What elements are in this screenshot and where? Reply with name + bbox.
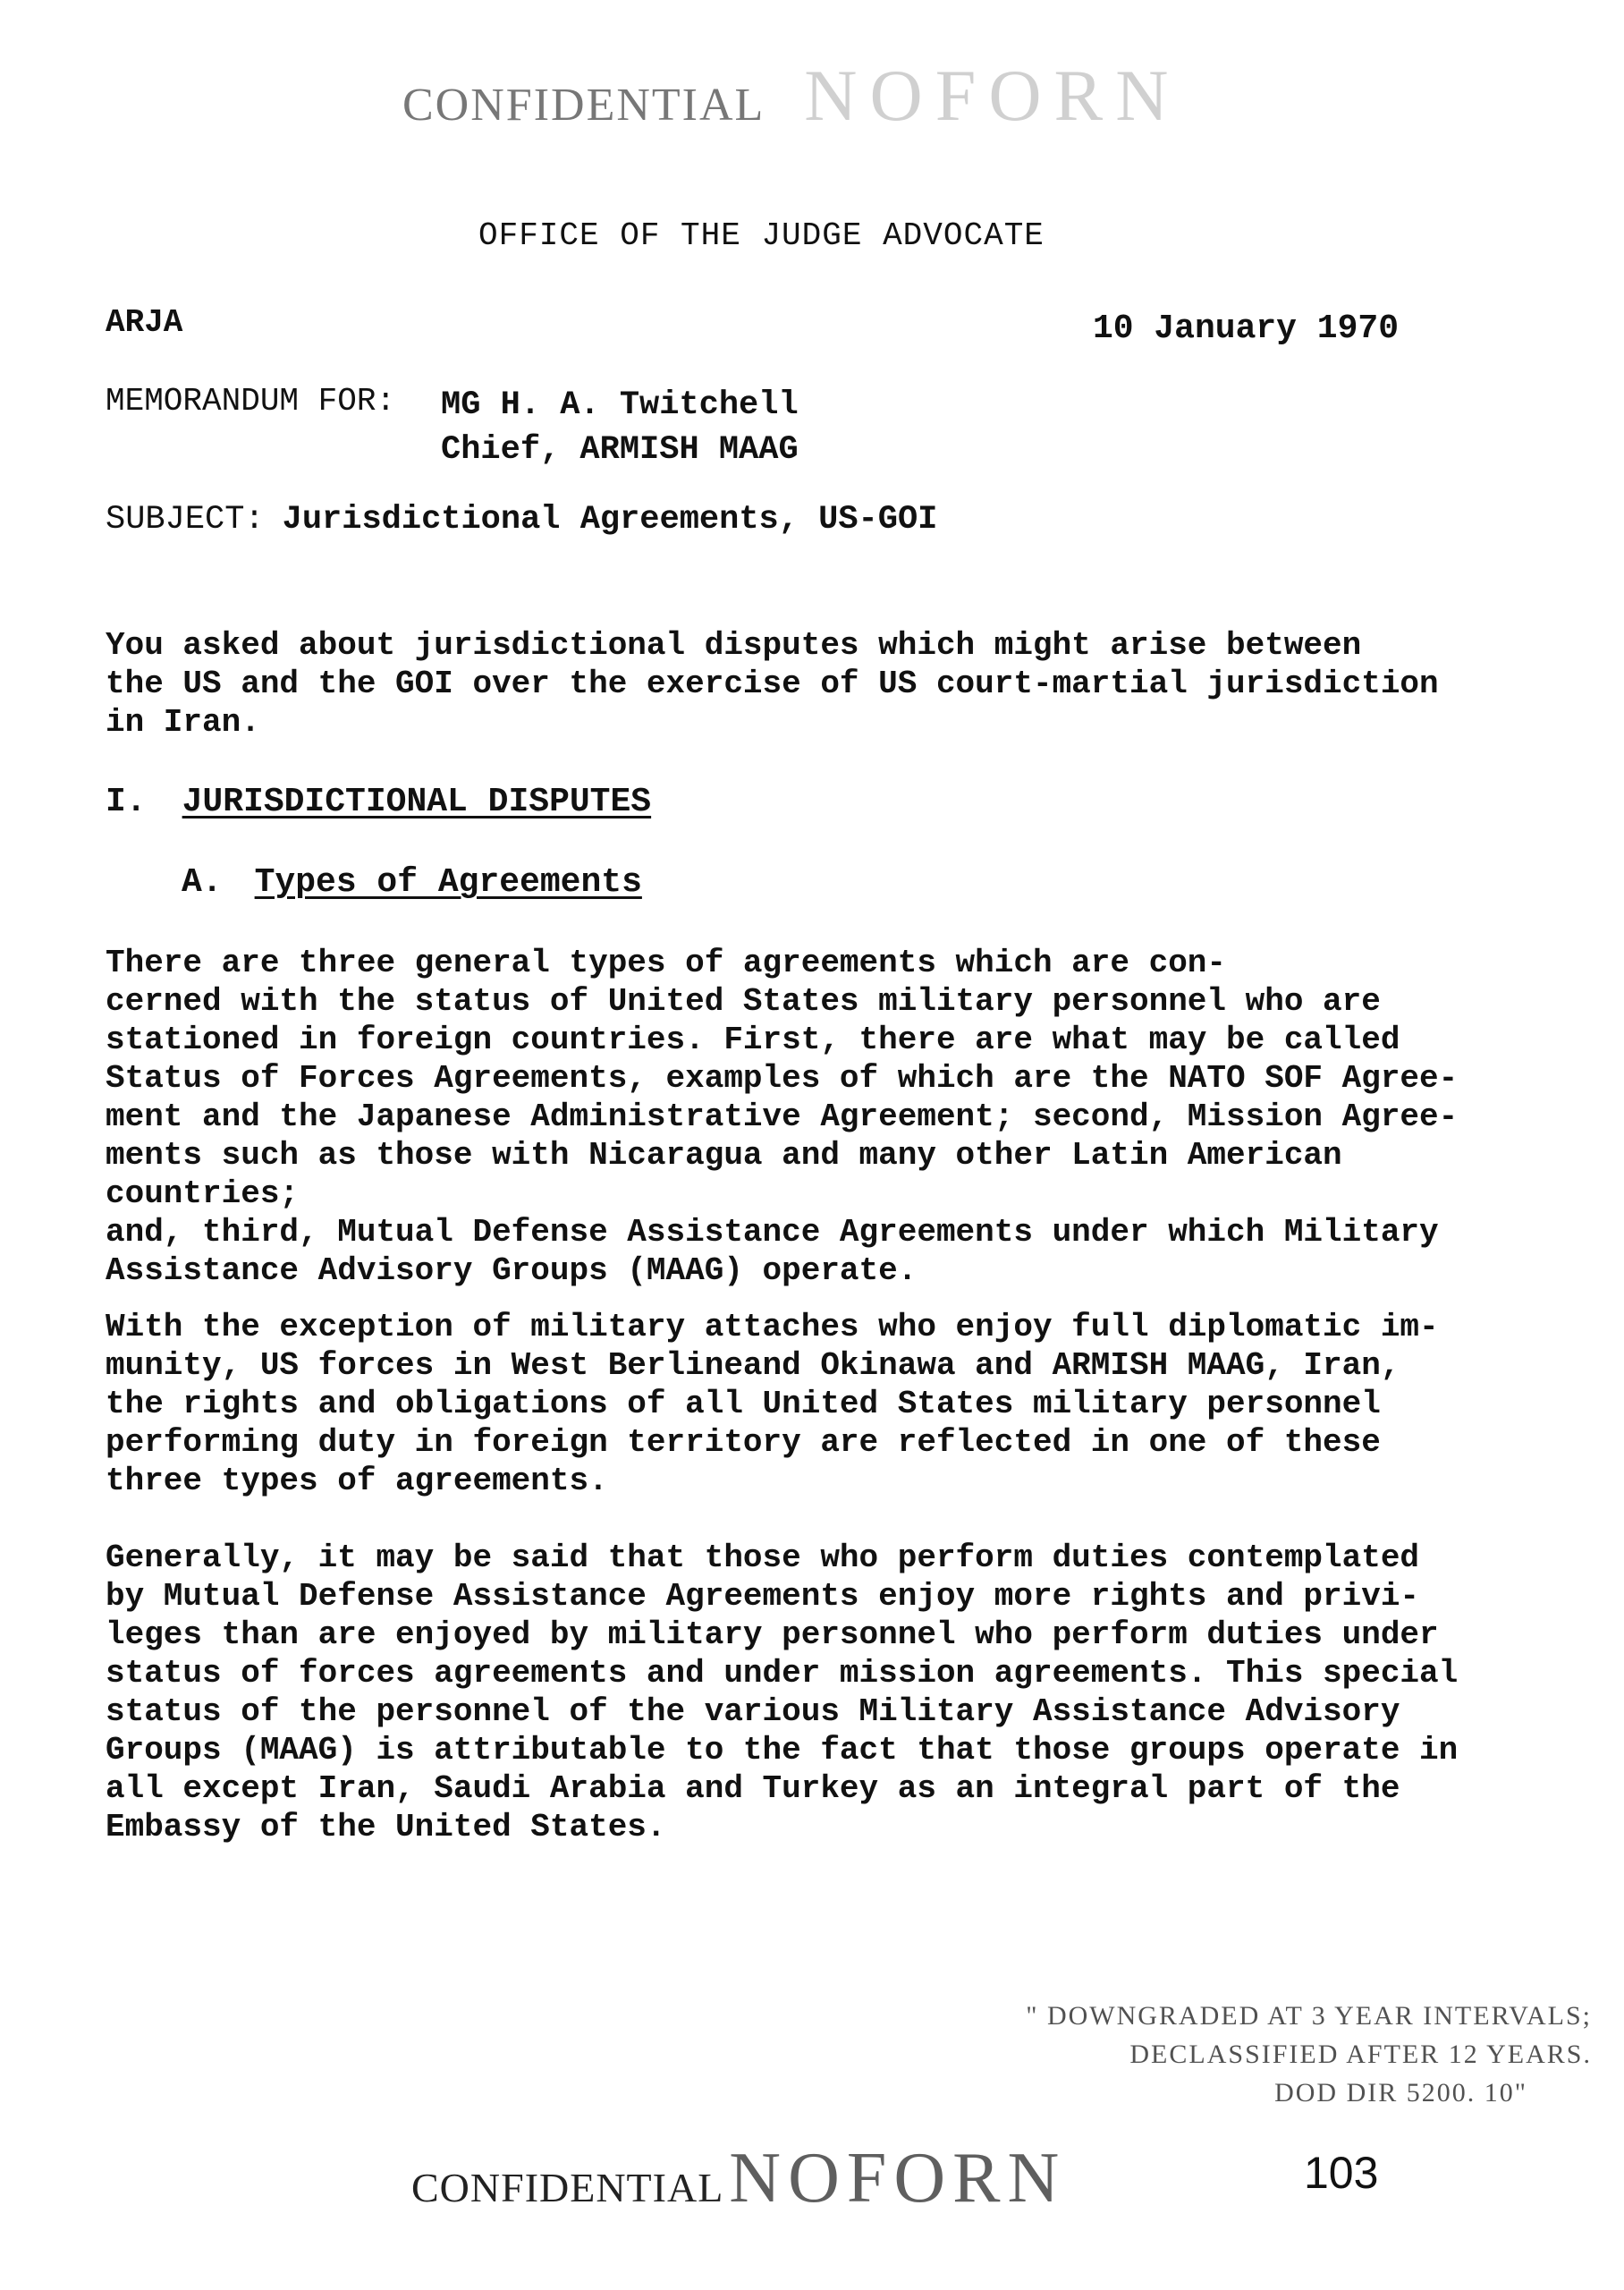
subsection-title: Types of Agreements bbox=[254, 863, 642, 902]
declassify-line: DECLASSIFIED AFTER 12 YEARS. bbox=[1129, 2040, 1592, 2069]
section-heading-i bbox=[106, 783, 651, 821]
recipient-title: Chief, ARMISH MAAG bbox=[441, 431, 799, 469]
bottom-noforn-stamp: NOFORN bbox=[729, 2139, 1067, 2218]
section-number: I. bbox=[106, 783, 147, 821]
recipient-name: MG H. A. Twitchell bbox=[441, 386, 799, 424]
subject-line bbox=[106, 501, 937, 539]
top-confidential-stamp: CONFIDENTIAL bbox=[402, 80, 765, 131]
section-title: JURISDICTIONAL DISPUTES bbox=[182, 783, 652, 821]
bottom-confidential-stamp: CONFIDENTIAL bbox=[411, 2165, 724, 2210]
confidential-noforn-stamp-top bbox=[402, 54, 1180, 138]
paragraph-agreement-types: There are three general types of agreements which are con- cerned with the status of United States military personnel who are stationed in foreign countries. First, there are what may be called Status of Forces Agreements, examples of which are the NATO SOF Agree- ment and the Japanese Administrative Agreement; second, Mission Agree- ments such as those with Nicaragua and many other Latin American countries; and, third, Mutual Defense Assistance Agreements under which Military Assistance Advisory Groups (MAAG) operate. bbox=[106, 945, 1459, 1289]
downgrade-line: " DOWNGRADED AT 3 YEAR INTERVALS; bbox=[1026, 2001, 1592, 2031]
memorandum-label: MEMORANDUM FOR: bbox=[106, 383, 396, 420]
directive-line: DOD DIR 5200. 10" bbox=[1274, 2078, 1527, 2108]
top-noforn-stamp: NOFORN bbox=[804, 55, 1181, 136]
downgrade-notice bbox=[948, 1997, 1592, 2112]
subsection-number: A. bbox=[182, 863, 223, 902]
page-number: 103 bbox=[1304, 2148, 1379, 2198]
memorandum-recipient bbox=[441, 383, 799, 472]
confidential-noforn-stamp-bottom bbox=[411, 2138, 1066, 2219]
intro-paragraph: You asked about jurisdictional disputes which might arise between the US and the GOI over the exercise of US court-martial jurisdiction in Iran. bbox=[106, 627, 1439, 741]
paragraph-maag-status: Generally, it may be said that those who perform duties contemplated by Mutual Defense Assistance Agreements enjoy more rights and privi- leges than are enjoyed by military personnel who perform duties under status of forces agreements and under mission agreements. This special status of the personnel of the various Military Assistance Advisory Groups (MAAG) is attributable to the fact that those groups operate in all except Iran, Saudi Arabia and Turkey as an integral part of the Embassy of the United States. bbox=[106, 1539, 1459, 1845]
memo-date: 10 January 1970 bbox=[1092, 310, 1399, 348]
subject-text: Jurisdictional Agreements, US-GOI bbox=[282, 501, 938, 539]
subject-label: SUBJECT: bbox=[106, 501, 265, 539]
office-code: ARJA bbox=[106, 304, 183, 341]
paragraph-exceptions: With the exception of military attaches who enjoy full diplomatic im- munity, US forces in West Berlineand Okinawa and ARMISH MAAG, Iran, the rights and obligations of all United States military personnel performing duty in foreign territory are reflected in one of these three types of agreements. bbox=[106, 1309, 1439, 1499]
subsection-heading-a bbox=[182, 863, 642, 902]
office-heading: OFFICE OF THE JUDGE ADVOCATE bbox=[478, 217, 1045, 254]
